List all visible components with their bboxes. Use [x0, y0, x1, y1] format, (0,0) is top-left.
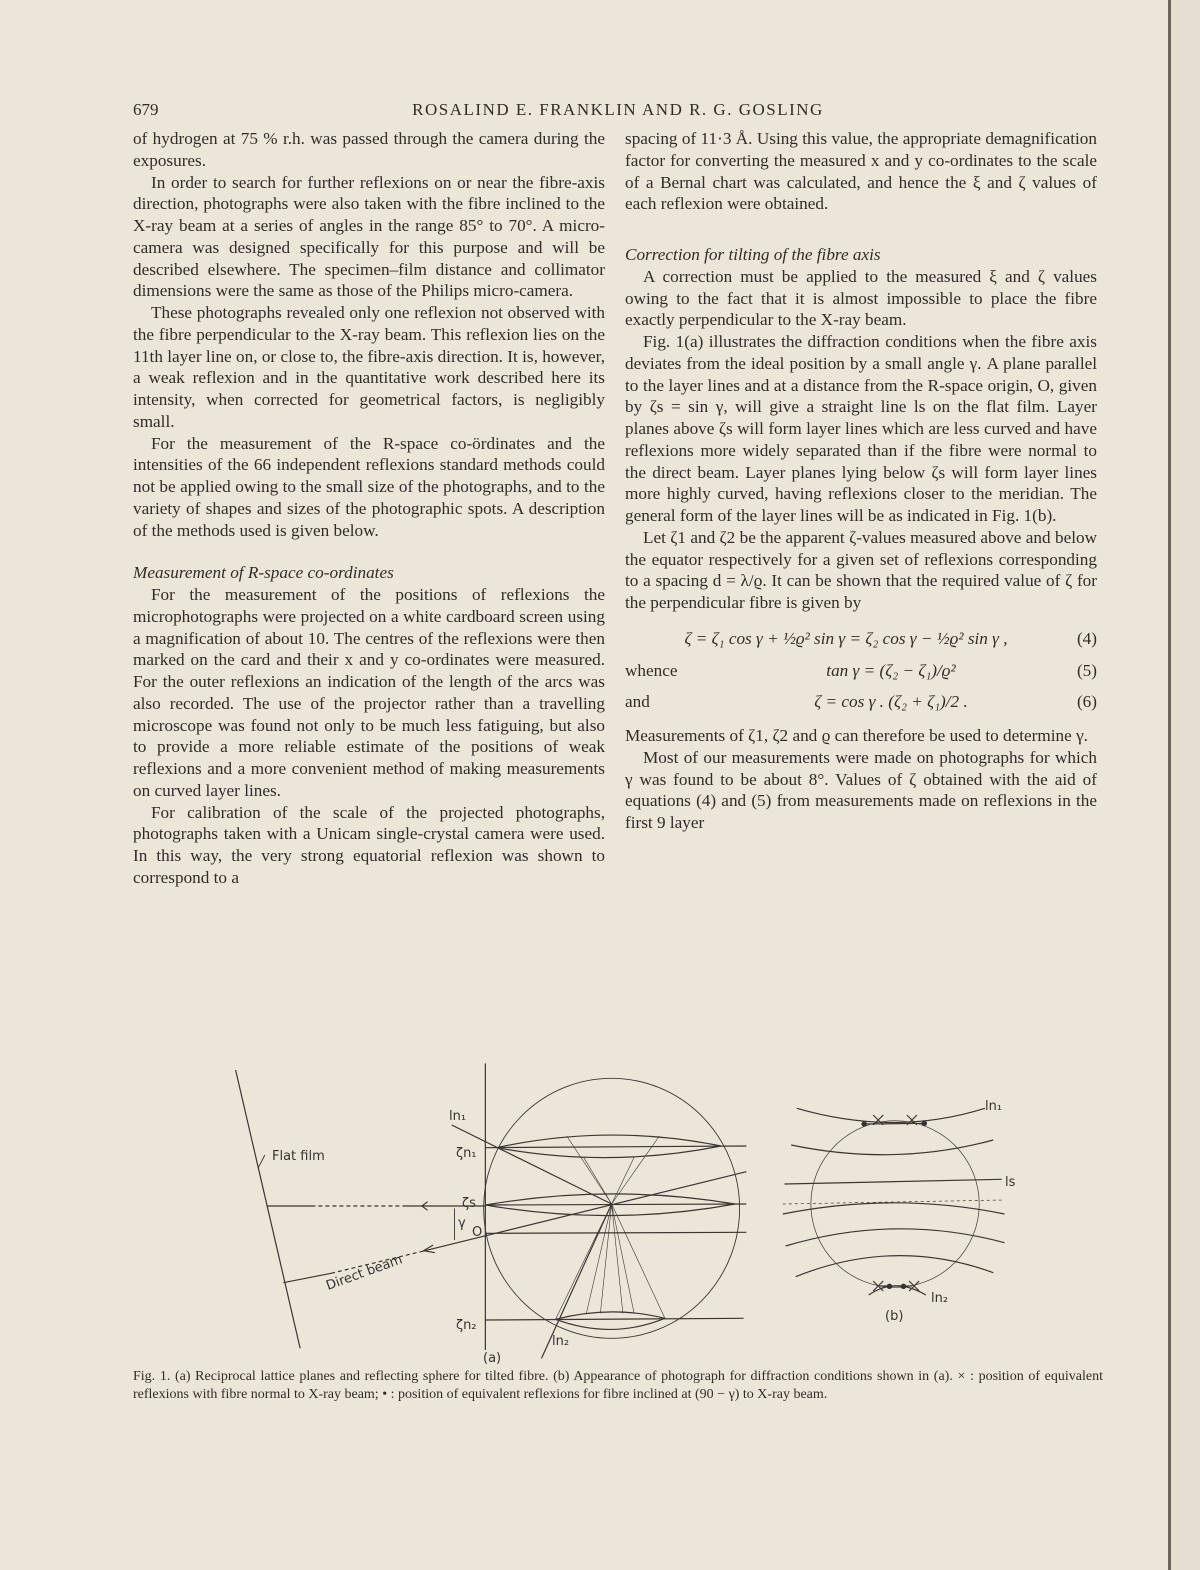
paragraph: of hydrogen at 75 % r.h. was passed through the camera during the exposures. [133, 129, 605, 170]
paragraph: A correction must be applied to the measured ξ and ζ values owing to the fact that it is almost impossible to place the fibre exactly perpendicular to the X-ray beam. [625, 266, 1097, 330]
paragraph: Measurements of ζ1, ζ2 and ϱ can therefore be used to determine γ. [625, 726, 1088, 745]
paragraph: For the measurement of the R-space co-ördinates and the intensities of the 66 independent reflexions standard methods could not be applied owing to the small size of the photographs, and to the variety of shapes and sizes of the photographic spots. A description of the methods used is given below. [133, 433, 605, 540]
section-heading: Measurement of R-space co-ordinates [133, 563, 394, 583]
label-b-ln1: ln₁ [985, 1099, 1003, 1114]
equation-label: whence [625, 660, 678, 680]
paragraph: spacing of 11·3 Å. Using this value, the appropriate demagnification factor for converting the measured x and y co-ordinates to the scale of a Bernal chart was calculated, and hence the ξ and ζ values of each reflexion were obtained. [625, 129, 1097, 214]
section-heading: Correction for tilting of the fibre axis [625, 245, 881, 264]
page-header [133, 100, 1103, 124]
label-flat-film: Flat film [272, 1149, 325, 1164]
left-column [133, 128, 605, 889]
equation-6 [625, 691, 1097, 713]
running-title: ROSALIND E. FRANKLIN AND R. G. GOSLING [412, 100, 824, 119]
label-panel-a: (a) [483, 1351, 502, 1366]
paragraph: Let ζ1 and ζ2 be the apparent ζ-values measured above and below the equator respectively for a given set of reflexions corresponding to a spacing d = λ/ϱ. It can be shown that the required value of ζ for the perpendicular fibre is given by [625, 527, 1097, 612]
label-panel-b: (b) [885, 1309, 904, 1324]
label-zeta-s: ζs [462, 1196, 476, 1211]
paragraph: In order to search for further reflexions on or near the fibre-axis direction, photographs were also taken with the fibre inclined to the X-ray beam at a series of angles in the range 85° to 70°. A micro-camera was designed specifically for this purpose and will be described elsewhere. The specimen–film distance and collimator dimensions were the same as those of the Philips micro-camera. [133, 172, 605, 301]
right-column [625, 128, 1097, 834]
paragraph: Most of our measurements were made on photographs for which γ was found to be about 8°. Values of ζ obtained with the aid of equations (4) and (5) from measurements made on reflexions in the first 9 layer [625, 747, 1097, 832]
paragraph: These photographs revealed only one reflexion not observed with the fibre perpendicular to the X-ray beam. This reflexion lies on the 11th layer line on, or close to, the fibre-axis direction. It is, however, a weak reflexion and in the quantitative work described here its intensity, when corrected for geometrical factors, is negligibly small. [133, 303, 605, 431]
page-number: 679 [133, 100, 159, 119]
equation-label: and [625, 692, 650, 712]
label-zeta-n1: ζn₁ [456, 1146, 477, 1161]
next-page-margin [1171, 0, 1200, 1570]
equation-body: ζ = cos γ . (ζ₂ + ζ₁)/2 . [814, 692, 968, 712]
label-b-ls: ls [1005, 1175, 1016, 1190]
label-b-ln2: ln₂ [931, 1291, 949, 1306]
equation-number: (6) [1076, 692, 1097, 712]
label-origin: O [472, 1225, 483, 1240]
paragraph: For the measurement of the positions of reflexions the microphotographs were projected on a white cardboard screen using a magnification of about 10. The centres of the reflexions were then marked on the card and their x and y co-ordinates were measured. For the outer reflexions an indication of the length of the arcs was also recorded. The use of the projector rather than a travelling microscope was found not only to be much less fatiguing, but also to provide a more reliable estimate of the positions of weak reflexions and a more convenient method of making measurements on curved layer lines. [133, 585, 605, 800]
paragraph: Fig. 1(a) illustrates the diffraction conditions when the fibre axis deviates from the ideal position by a small angle γ. A plane parallel to the layer lines and at a distance from the R-space origin, O, given by ζs = sin γ, will give a straight line ls on the flat film. Layer planes above ζs will form layer lines which are less curved and have reflexions more widely separated than if the fibre were normal to the direct beam. Layer planes lying below ζs will form layer lines more highly curved, having reflexions closer to the meridian. The general form of the layer lines will be as indicated in Fig. 1(b). [625, 332, 1097, 525]
equation-body: ζ = ζ₁ cos γ + ½ϱ² sin γ = ζ₂ cos γ − ½ϱ² sin γ , [684, 628, 1008, 648]
equation-number: (4) [1076, 628, 1097, 648]
figure-1-labels [230, 1060, 1110, 1370]
paragraph: For calibration of the scale of the projected photographs, photographs taken with a Unicam single-crystal camera were used. In this way, the very strong equatorial reflexion was shown to correspond to a [133, 802, 605, 887]
equation-5 [625, 660, 1097, 682]
label-ln1: ln₁ [449, 1109, 467, 1124]
label-ln2: ln₂ [552, 1334, 570, 1349]
label-gamma: γ [458, 1216, 466, 1231]
label-zeta-n2: ζn₂ [456, 1318, 477, 1333]
equation-body: tan γ = (ζ₂ − ζ₁)/ϱ² [826, 660, 956, 680]
label-direct-beam: Direct beam [324, 1252, 405, 1294]
figure-caption: Fig. 1. (a) Reciprocal lattice planes and reflecting sphere for tilted fibre. (b) Appearance of photograph for diffraction conditions shown in (a). × : position of equivalent reflexions with fibre normal to X-ray beam; • : position of equivalent reflexions for fibre inclined at (90 − γ) to X-ray beam. [133, 1369, 1103, 1402]
equation-4 [625, 628, 1097, 650]
equation-number: (5) [1076, 660, 1097, 680]
